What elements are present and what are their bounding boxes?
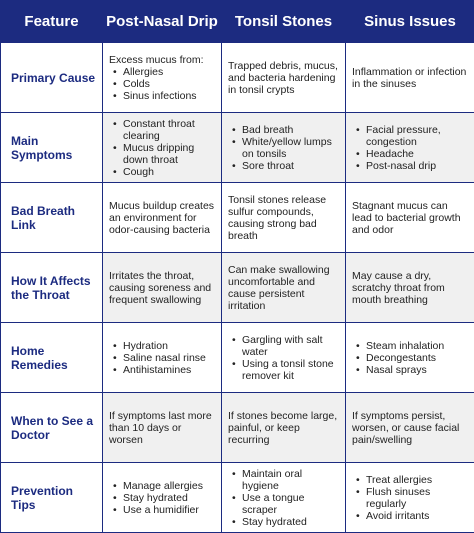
table-row [1, 43, 474, 113]
bullet-item: • Gargling with salt water [230, 334, 341, 358]
bullet-list [109, 118, 217, 178]
cell-tonsil-stones [222, 253, 346, 323]
bullet-item: • Manage allergies [111, 480, 217, 492]
bullet-item: • Mucus dripping down throat [111, 142, 217, 166]
cell-text: If stones become large, painful, or keep recurring [228, 409, 338, 446]
bullet-list [228, 124, 341, 172]
cell-text: If symptoms last more than 10 days or worsen [109, 409, 212, 446]
bullet-item: • Saline nasal rinse [111, 352, 217, 364]
cell-post-nasal-drip [103, 463, 222, 533]
bullet-item: • Stay hydrated [230, 516, 341, 528]
cell-sinus-issues [346, 113, 474, 183]
bullet-item: • Hydration [111, 340, 217, 352]
cell-text: Trapped debris, mucus, and bacteria hardening in tonsil crypts [228, 59, 338, 96]
bullet-item: • Maintain oral hygiene [230, 468, 341, 492]
bullet-item: • Bad breath [230, 124, 341, 136]
table-body [1, 43, 474, 533]
cell-intro-text: Excess mucus from: [109, 53, 204, 66]
bullet-list [352, 474, 470, 522]
cell-post-nasal-drip [103, 183, 222, 253]
header-tonsil-stones: Tonsil Stones [222, 1, 346, 43]
cell-text: Can make swallowing uncomfortable and cause persistent irritation [228, 263, 330, 312]
cell-text: Mucus buildup creates an environment for odor-causing bacteria [109, 199, 215, 236]
cell-sinus-issues [346, 463, 474, 533]
bullet-item: • Use a tongue scraper [230, 492, 341, 516]
cell-text: Stagnant mucus can lead to bacterial growth and odor [352, 199, 461, 236]
table-row [1, 113, 474, 183]
bullet-list [228, 468, 341, 528]
cell-post-nasal-drip [103, 323, 222, 393]
cell-tonsil-stones [222, 463, 346, 533]
bullet-item: • Avoid irritants [354, 510, 470, 522]
bullet-list [228, 334, 341, 382]
bullet-item: • Headache [354, 148, 470, 160]
table-header [1, 1, 474, 43]
feature-label: Home Remedies [1, 323, 103, 393]
cell-tonsil-stones [222, 393, 346, 463]
cell-text: Irritates the throat, causing soreness and frequent swallowing [109, 269, 212, 306]
cell-text: If symptoms persist, worsen, or cause facial pain/swelling [352, 409, 460, 446]
feature-label: Prevention Tips [1, 463, 103, 533]
bullet-item: • Flush sinuses regularly [354, 486, 470, 510]
bullet-item: • Facial pressure, congestion [354, 124, 470, 148]
cell-post-nasal-drip [103, 113, 222, 183]
bullet-item: • Constant throat clearing [111, 118, 217, 142]
cell-tonsil-stones [222, 43, 346, 113]
bullet-item: • Colds [111, 78, 217, 90]
feature-label: Bad Breath Link [1, 183, 103, 253]
bullet-item: • Antihistamines [111, 364, 217, 376]
bullet-item: • Use a humidifier [111, 504, 217, 516]
header-row [1, 1, 474, 43]
bullet-item: • Cough [111, 166, 217, 178]
cell-post-nasal-drip [103, 393, 222, 463]
bullet-list [109, 340, 217, 376]
bullet-item: • Sinus infections [111, 90, 217, 102]
table-row [1, 463, 474, 533]
cell-sinus-issues [346, 43, 474, 113]
table-row [1, 323, 474, 393]
bullet-item: • Stay hydrated [111, 492, 217, 504]
cell-sinus-issues [346, 183, 474, 253]
cell-post-nasal-drip [103, 43, 222, 113]
bullet-item: • Treat allergies [354, 474, 470, 486]
bullet-item: • Steam inhalation [354, 340, 470, 352]
bullet-item: • White/yellow lumps on tonsils [230, 136, 341, 160]
feature-label: Primary Cause [1, 43, 103, 113]
bullet-item: • Using a tonsil stone remover kit [230, 358, 341, 382]
header-feature: Feature [1, 1, 103, 43]
bullet-item: • Allergies [111, 66, 217, 78]
cell-text: Tonsil stones release sulfur compounds, causing strong bad breath [228, 193, 327, 242]
header-post-nasal-drip: Post-Nasal Drip [103, 1, 222, 43]
cell-tonsil-stones [222, 113, 346, 183]
feature-label: Main Symptoms [1, 113, 103, 183]
bullet-item: • Sore throat [230, 160, 341, 172]
cell-sinus-issues [346, 323, 474, 393]
cell-text: May cause a dry, scratchy throat from mouth breathing [352, 269, 445, 306]
feature-label: When to See a Doctor [1, 393, 103, 463]
bullet-list [109, 480, 217, 516]
table-row [1, 183, 474, 253]
cell-post-nasal-drip [103, 253, 222, 323]
bullet-list [109, 66, 217, 102]
cell-tonsil-stones [222, 323, 346, 393]
bullet-list [352, 340, 470, 376]
header-sinus-issues: Sinus Issues [346, 1, 474, 43]
table-row [1, 253, 474, 323]
bullet-item: • Nasal sprays [354, 364, 470, 376]
cell-text: Inflammation or infection in the sinuses [352, 65, 467, 90]
feature-label: How It Affects the Throat [1, 253, 103, 323]
table-row [1, 393, 474, 463]
cell-sinus-issues [346, 253, 474, 323]
cell-tonsil-stones [222, 183, 346, 253]
bullet-item: • Post-nasal drip [354, 160, 470, 172]
bullet-item: • Decongestants [354, 352, 470, 364]
cell-sinus-issues [346, 393, 474, 463]
bullet-list [352, 124, 470, 172]
